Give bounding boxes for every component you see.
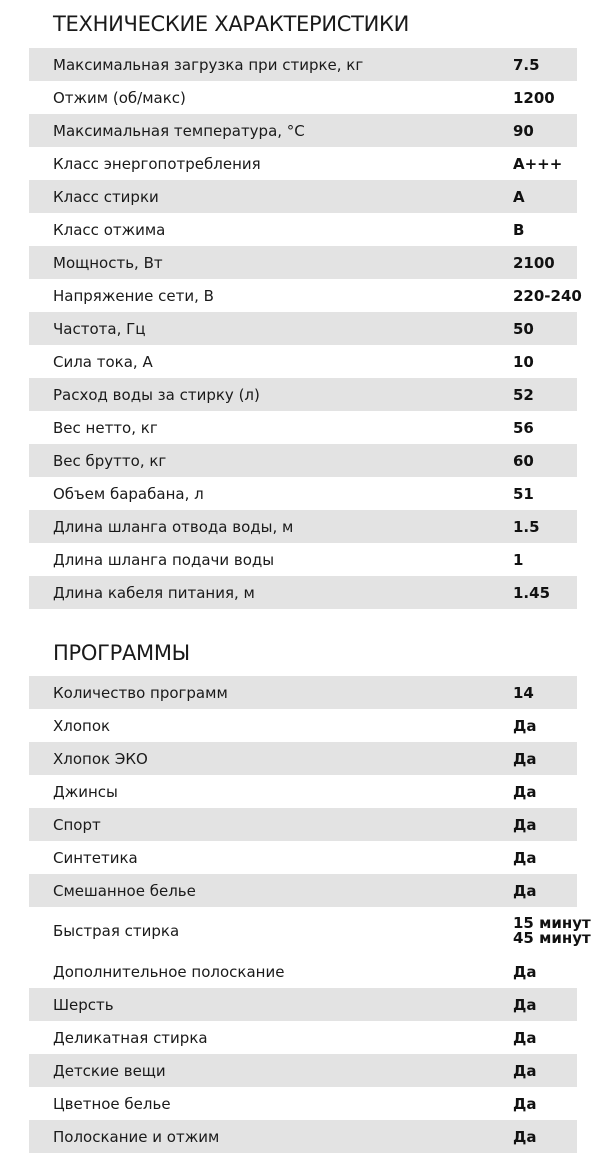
row-value: 1.45 <box>513 583 551 602</box>
row-value: 51 <box>513 484 534 503</box>
table-row <box>29 279 582 312</box>
row-value: 14 <box>513 683 534 702</box>
row-value: 56 <box>513 418 534 437</box>
row-label: Класс стирки <box>53 187 159 206</box>
row-value: 60 <box>513 451 534 470</box>
row-label: Максимальная загрузка при стирке, кг <box>53 55 364 74</box>
table-row <box>29 742 577 775</box>
row-label: Хлопок <box>53 716 111 735</box>
table-row <box>29 213 577 246</box>
table-row <box>29 543 577 576</box>
row-label: Длина шланга подачи воды <box>53 550 275 569</box>
row-value: Да <box>513 749 537 768</box>
row-value-line: 15 минут <box>513 914 591 932</box>
table-row <box>29 1054 577 1087</box>
row-label: Мощность, Вт <box>53 253 163 272</box>
row-value: 90 <box>513 121 534 140</box>
row-label: Объем барабана, л <box>53 484 204 503</box>
row-value: 1.5 <box>513 517 540 536</box>
row-value: Да <box>513 995 537 1014</box>
programs-table <box>29 676 591 1153</box>
row-value: 220-240 <box>513 286 582 305</box>
table-row <box>29 1120 577 1153</box>
table-row <box>29 576 577 609</box>
table-row <box>29 147 577 180</box>
table-row <box>29 1021 577 1054</box>
table-row <box>29 775 577 808</box>
row-value <box>513 907 591 955</box>
specs-table <box>29 48 582 609</box>
row-label: Хлопок ЭКО <box>53 749 148 768</box>
table-row <box>29 841 577 874</box>
row-value: Да <box>513 1028 537 1047</box>
row-label: Класс отжима <box>53 220 166 239</box>
row-value: Да <box>513 848 537 867</box>
row-value: 7.5 <box>513 55 540 74</box>
table-row <box>29 48 577 81</box>
table-row <box>29 988 577 1021</box>
table-row <box>29 312 577 345</box>
table-row <box>29 180 577 213</box>
row-label: Отжим (об/макс) <box>53 88 186 107</box>
row-label: Синтетика <box>53 848 138 867</box>
row-value: Да <box>513 881 537 900</box>
row-value: Да <box>513 782 537 801</box>
row-label: Частота, Гц <box>53 319 146 338</box>
table-row <box>29 676 577 709</box>
table-row <box>29 345 577 378</box>
table-row <box>29 477 577 510</box>
row-value: Да <box>513 815 537 834</box>
table-row <box>29 955 577 988</box>
row-label: Быстрая стирка <box>53 922 180 940</box>
row-label: Расход воды за стирку (л) <box>53 385 260 404</box>
table-row <box>29 510 577 543</box>
row-value: 50 <box>513 319 534 338</box>
row-value: 10 <box>513 352 534 371</box>
table-row <box>29 874 577 907</box>
table-row <box>29 709 577 742</box>
row-label: Длина шланга отвода воды, м <box>53 517 294 536</box>
row-label: Детские вещи <box>53 1061 166 1080</box>
row-value: Да <box>513 1061 537 1080</box>
row-label: Вес нетто, кг <box>53 418 158 437</box>
row-value: Да <box>513 1127 537 1146</box>
row-label: Напряжение сети, В <box>53 286 214 305</box>
row-label: Смешанное белье <box>53 881 196 900</box>
row-label: Джинсы <box>53 782 118 801</box>
row-value: Да <box>513 1094 537 1113</box>
row-value: Да <box>513 962 537 981</box>
row-value: 1200 <box>513 88 555 107</box>
table-row <box>29 444 577 477</box>
programs-section-title: ПРОГРАММЫ <box>53 641 190 665</box>
table-row <box>29 1087 577 1120</box>
row-label: Полоскание и отжим <box>53 1127 220 1146</box>
specs-section-title: ТЕХНИЧЕСКИЕ ХАРАКТЕРИСТИКИ <box>53 12 410 36</box>
row-value: В <box>513 220 525 239</box>
row-value: 52 <box>513 385 534 404</box>
row-value: 2100 <box>513 253 555 272</box>
row-label: Класс энергопотребления <box>53 154 261 173</box>
table-row <box>29 378 577 411</box>
table-row <box>29 81 577 114</box>
row-label: Спорт <box>53 815 101 834</box>
row-label: Цветное белье <box>53 1094 171 1113</box>
row-value: 1 <box>513 550 524 569</box>
table-row <box>29 808 577 841</box>
row-label: Деликатная стирка <box>53 1028 208 1047</box>
row-label: Длина кабеля питания, м <box>53 583 255 602</box>
row-label: Дополнительное полоскание <box>53 962 285 981</box>
row-label: Вес брутто, кг <box>53 451 167 470</box>
row-label: Шерсть <box>53 995 114 1014</box>
row-value: Да <box>513 716 537 735</box>
row-label: Максимальная температура, °С <box>53 121 305 140</box>
row-label: Количество программ <box>53 683 228 702</box>
row-label: Сила тока, А <box>53 352 153 371</box>
row-value: А+++ <box>513 154 563 173</box>
row-value-line: 45 минут <box>513 929 591 947</box>
table-row <box>29 907 591 955</box>
row-value: А <box>513 187 525 206</box>
table-row <box>29 411 577 444</box>
table-row <box>29 114 577 147</box>
table-row <box>29 246 577 279</box>
